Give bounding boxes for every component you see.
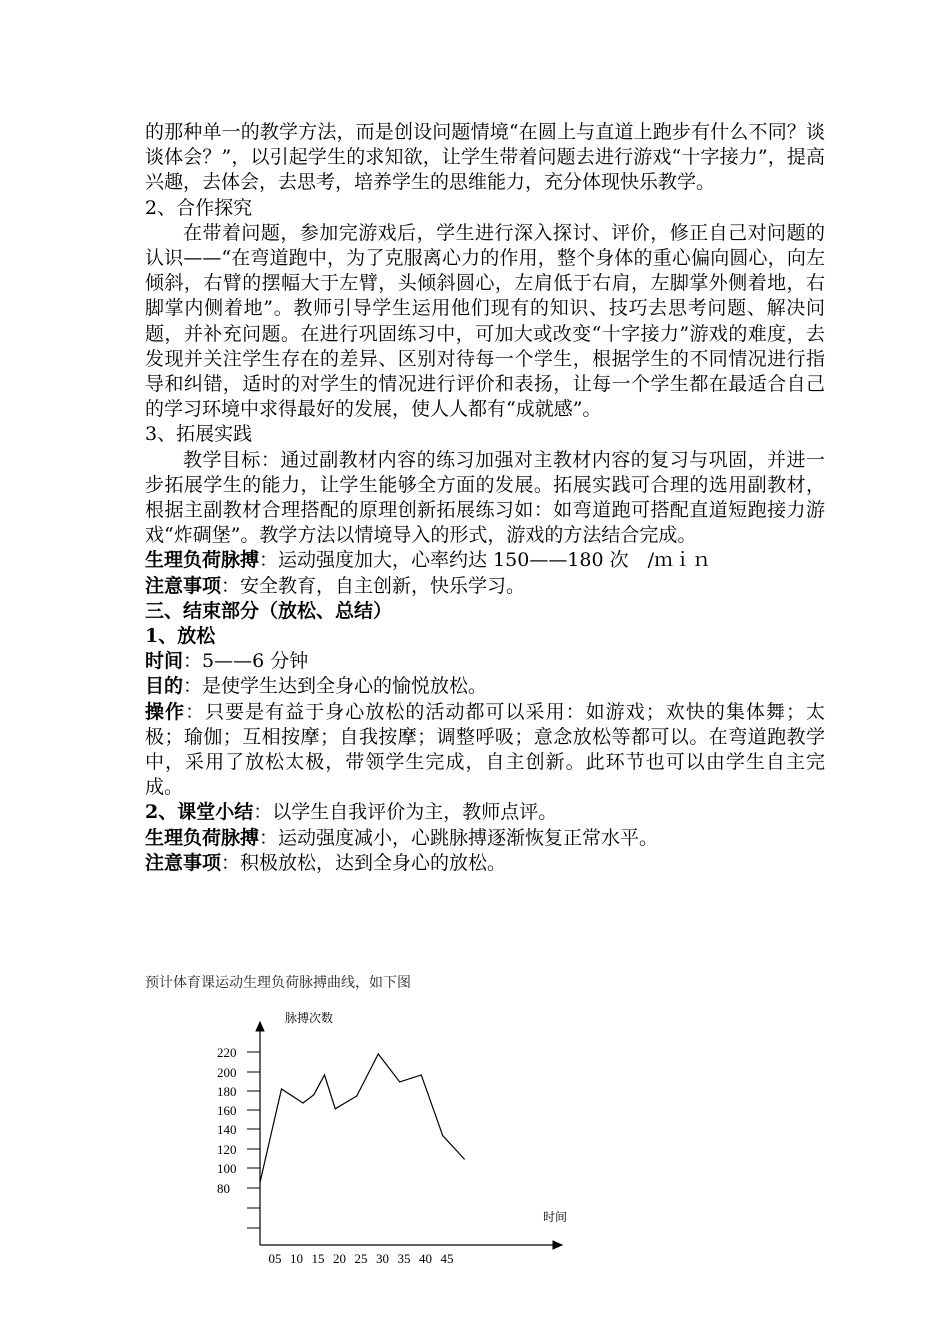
y-tick-label: 200 — [217, 1065, 237, 1080]
y-tick-label: 80 — [217, 1181, 230, 1196]
heading-cooperation: 2、合作探究 — [145, 196, 253, 219]
time-text: ：5——6 分钟 — [183, 650, 309, 673]
y-axis-label: 脉搏次数 — [285, 1011, 334, 1025]
data-point — [356, 1095, 357, 1096]
data-point — [324, 1074, 325, 1075]
heading-extension: 3、拓展实践 — [145, 423, 253, 446]
time-label: 时间 — [145, 650, 184, 673]
x-tick-label: 05 — [268, 1251, 282, 1266]
y-tick-label: 220 — [217, 1045, 237, 1060]
goal-label: 目的 — [145, 675, 184, 698]
y-tick-label: 100 — [217, 1161, 237, 1176]
data-point — [335, 1108, 336, 1109]
data-point — [259, 1182, 260, 1183]
x-tick-label: 10 — [290, 1251, 303, 1266]
x-tick-label: 40 — [419, 1251, 432, 1266]
y-tick-label: 120 — [217, 1142, 237, 1157]
data-point — [464, 1158, 465, 1159]
x-axis-label: 时间 — [543, 1210, 568, 1224]
heading-ending: 三、结束部分（放松、总结） — [145, 599, 393, 622]
load-label-2: 生理负荷脉搏 — [145, 826, 260, 849]
data-point — [421, 1074, 422, 1075]
data-point — [313, 1094, 314, 1095]
data-point — [442, 1135, 443, 1136]
x-tick-label: 35 — [397, 1251, 411, 1266]
x-tick-label: 30 — [376, 1251, 389, 1266]
x-tick-label: 45 — [440, 1251, 454, 1266]
summary-label: 2、课堂小结 — [145, 801, 254, 824]
y-tick-label: 140 — [217, 1122, 237, 1137]
data-point — [302, 1102, 303, 1103]
summary-text: ：以学生自我评价为主，教师点评。 — [253, 801, 558, 824]
operation-text: ：只要是有益于身心放松的活动都可以采用：如游戏；欢快的集体舞；太极；瑜伽；互相按摩；自我按摩；调整呼吸；意念放松等都可以。在弯道跑教学中，采用了放松太极，带领学生完成，自主创新。此环节也可以由学生自主完成。 — [145, 700, 825, 799]
load-text-2: ：运动强度减小，心跳脉搏逐渐恢复正常水平。 — [259, 826, 659, 849]
y-tick-label: 160 — [217, 1103, 237, 1118]
goal-text: ：是使学生达到全身心的愉悦放松。 — [183, 675, 488, 698]
operation-label: 操作 — [145, 700, 186, 723]
paragraph-intro: 的那种单一的教学方法，而是创设问题情境“在圆上与直道上跑步有什么不同？谈谈体会？”，以引起学生的求知欲，让学生带着问题去进行游戏“十字接力”，提高兴趣，去体会，去思考，培养学生的思维能力，充分体现快乐教学。 — [145, 121, 825, 194]
x-tick-label: 25 — [354, 1251, 368, 1266]
note-text-1: ：安全教育，自主创新，快乐学习。 — [221, 574, 526, 597]
paragraph-cooperation: 在带着问题，参加完游戏后，学生进行深入探讨、评价，修正自己对问题的认识——“在弯道跑中，为了克服离心力的作用，整个身体的重心偏向圆心，向左倾斜，右臂的摆幅大于左臂，头倾斜圆心，左肩低于右肩，左脚掌外侧着地，右脚掌内侧着地”。教师引导学生运用他们现有的知识、技巧去思考问题、解决问题，并补充问题。在进行巩固练习中，可加大或改变“十字接力”游戏的难度，去发现并关注学生存在的差异、区别对待每一个学生，根据学生的不同情况进行指导和纠错，适时的对学生的情况进行评价和表扬，让每一个学生都在最适合自己的学习环境中求得最好的发展，使人人都有“成就感”。 — [145, 221, 825, 421]
paragraph-extension: 教学目标：通过副教材内容的练习加强对主教材内容的复习与巩固，并进一步拓展学生的能力，让学生能够全方面的发展。拓展实践可合理的选用副教材，根据主副教材合理搭配的原理创新拓展练习如：如弯道跑可搭配直道短跑接力游戏“炸碉堡”。教学方法以情境导入的形式，游戏的方法结合完成。 — [145, 448, 825, 547]
x-tick-label: 20 — [333, 1251, 346, 1266]
chart-caption: 预计体育课运动生理负荷脉搏曲线，如下图 — [145, 975, 411, 991]
load-label-1: 生理负荷脉搏 — [145, 549, 260, 572]
data-point — [399, 1081, 400, 1082]
load-text-1: ：运动强度加大，心率约达 150——180 次 /ｍｉｎ — [259, 549, 712, 572]
note-text-2: ：积极放松，达到全身心的放松。 — [221, 851, 507, 874]
x-tick-label: 15 — [311, 1251, 325, 1266]
note-label-2: 注意事项 — [145, 851, 222, 874]
note-label-1: 注意事项 — [145, 574, 222, 597]
chart-axes — [260, 1022, 562, 1245]
series-line — [260, 1054, 464, 1182]
heading-relax: 1、放松 — [145, 625, 216, 648]
data-point — [378, 1053, 379, 1054]
data-point — [281, 1088, 282, 1089]
y-tick-label: 180 — [217, 1084, 237, 1099]
